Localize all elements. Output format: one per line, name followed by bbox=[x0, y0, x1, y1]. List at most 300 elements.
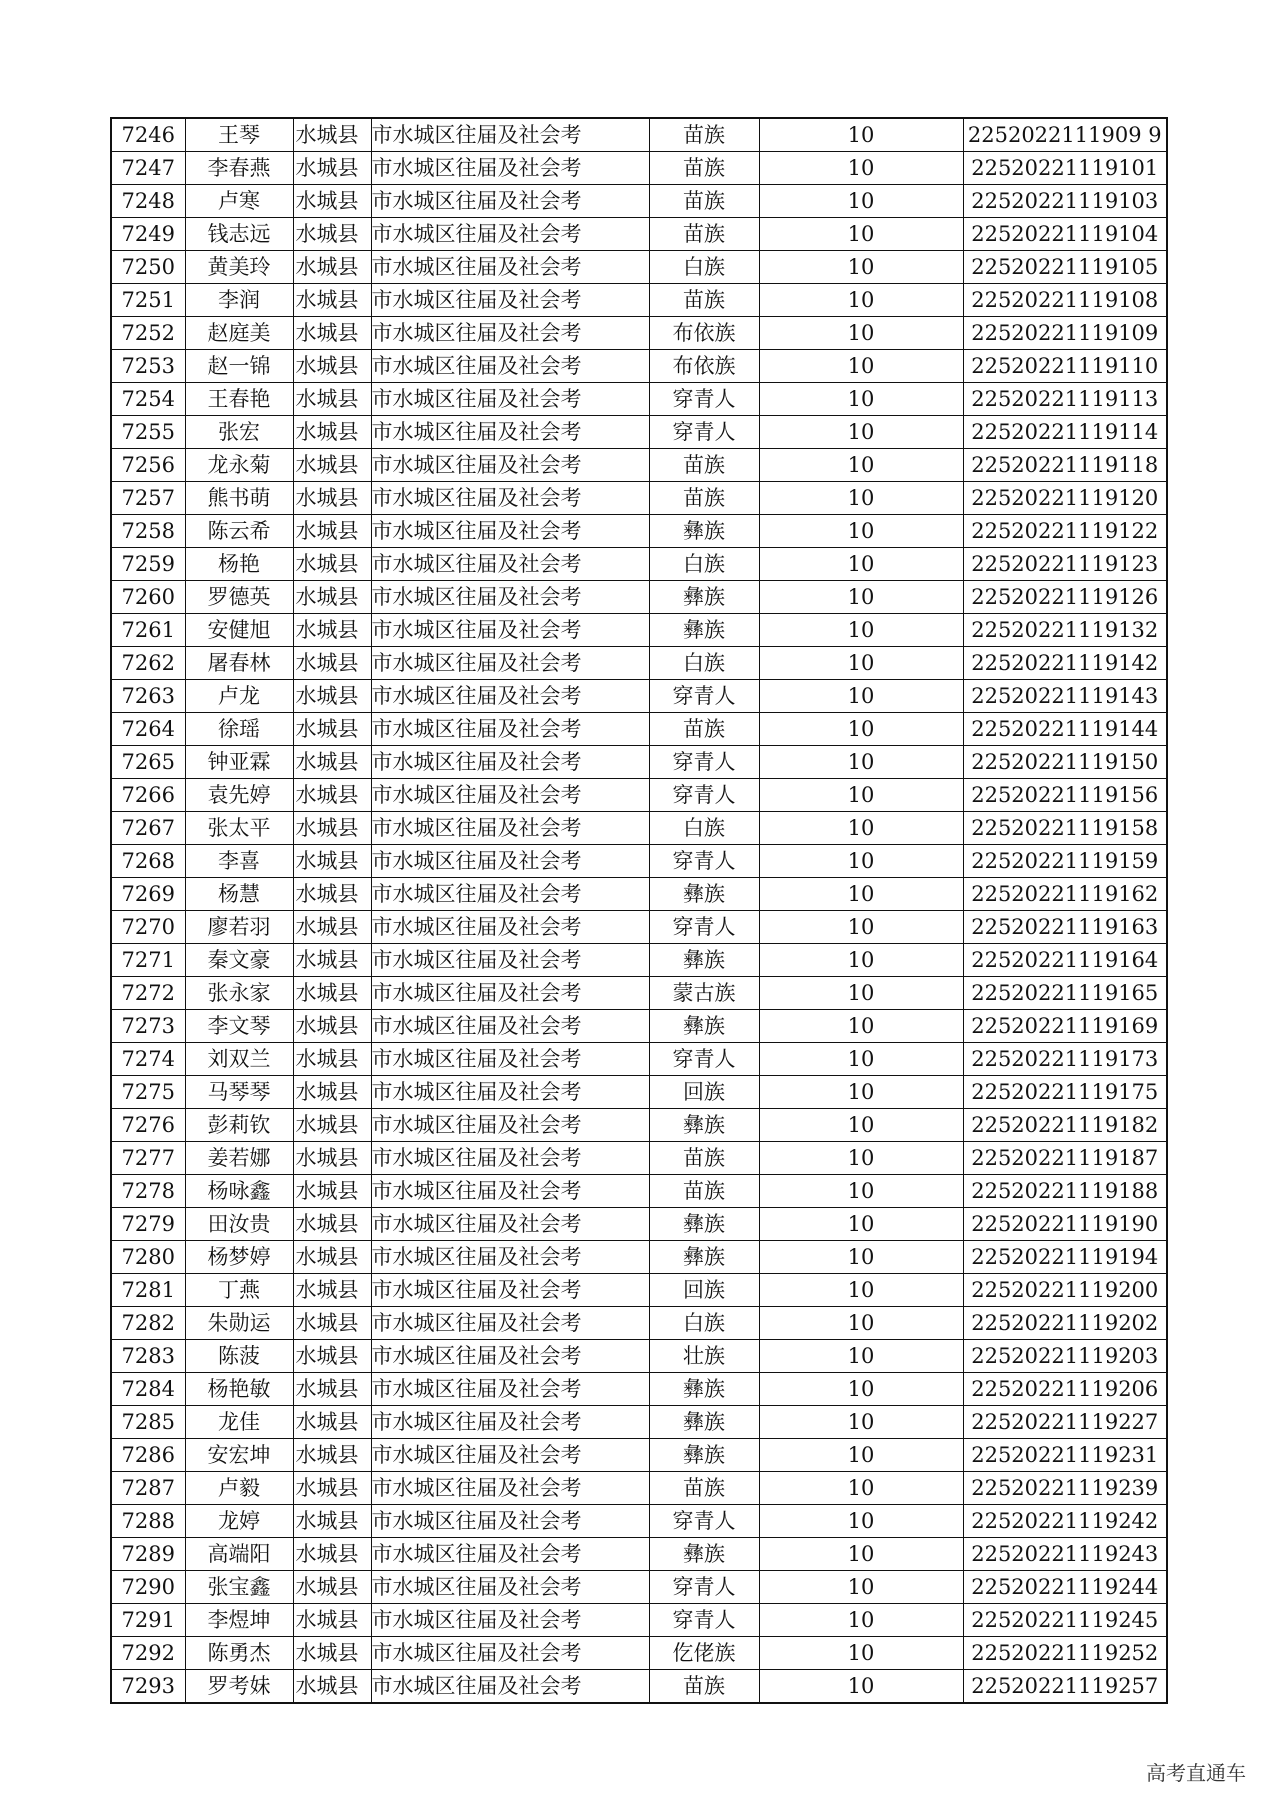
ethnicity-cell: 穿青人 bbox=[649, 383, 759, 416]
ethnicity-cell: 苗族 bbox=[649, 1175, 759, 1208]
row-number-cell: 7254 bbox=[111, 383, 185, 416]
ethnicity-cell: 彝族 bbox=[649, 1373, 759, 1406]
table-row bbox=[111, 1142, 1167, 1175]
county-cell: 水城县 bbox=[293, 1010, 371, 1043]
ethnicity-cell: 彝族 bbox=[649, 1538, 759, 1571]
table-row bbox=[111, 1472, 1167, 1505]
table-row bbox=[111, 548, 1167, 581]
name-cell: 袁先婷 bbox=[185, 779, 293, 812]
school-cell: 市水城区往届及社会考 bbox=[371, 977, 649, 1010]
school-cell: 市水城区往届及社会考 bbox=[371, 1439, 649, 1472]
county-cell: 水城县 bbox=[293, 1208, 371, 1241]
row-number-cell: 7268 bbox=[111, 845, 185, 878]
county-cell: 水城县 bbox=[293, 779, 371, 812]
bonus-points-cell: 10 bbox=[759, 1208, 963, 1241]
bonus-points-cell: 10 bbox=[759, 1406, 963, 1439]
row-number-cell: 7287 bbox=[111, 1472, 185, 1505]
exam-id-cell: 22520221119163 bbox=[963, 911, 1167, 944]
row-number-cell: 7263 bbox=[111, 680, 185, 713]
name-cell: 李春燕 bbox=[185, 152, 293, 185]
bonus-points-cell: 10 bbox=[759, 251, 963, 284]
ethnicity-cell: 布依族 bbox=[649, 350, 759, 383]
row-number-cell: 7293 bbox=[111, 1670, 185, 1704]
ethnicity-cell: 穿青人 bbox=[649, 1571, 759, 1604]
row-number-cell: 7278 bbox=[111, 1175, 185, 1208]
bonus-points-cell: 10 bbox=[759, 581, 963, 614]
row-number-cell: 7280 bbox=[111, 1241, 185, 1274]
row-number-cell: 7255 bbox=[111, 416, 185, 449]
school-cell: 市水城区往届及社会考 bbox=[371, 1538, 649, 1571]
exam-id-cell: 22520221119244 bbox=[963, 1571, 1167, 1604]
row-number-cell: 7266 bbox=[111, 779, 185, 812]
school-cell: 市水城区往届及社会考 bbox=[371, 1505, 649, 1538]
row-number-cell: 7250 bbox=[111, 251, 185, 284]
ethnicity-cell: 苗族 bbox=[649, 218, 759, 251]
row-number-cell: 7285 bbox=[111, 1406, 185, 1439]
county-cell: 水城县 bbox=[293, 118, 371, 152]
table-row bbox=[111, 845, 1167, 878]
ethnicity-cell: 白族 bbox=[649, 548, 759, 581]
row-number-cell: 7283 bbox=[111, 1340, 185, 1373]
county-cell: 水城县 bbox=[293, 1340, 371, 1373]
bonus-points-cell: 10 bbox=[759, 1472, 963, 1505]
exam-id-cell: 22520221119142 bbox=[963, 647, 1167, 680]
name-cell: 龙永菊 bbox=[185, 449, 293, 482]
exam-id-cell: 22520221119188 bbox=[963, 1175, 1167, 1208]
row-number-cell: 7256 bbox=[111, 449, 185, 482]
exam-id-cell: 22520221119202 bbox=[963, 1307, 1167, 1340]
county-cell: 水城县 bbox=[293, 581, 371, 614]
exam-id-cell: 22520221119150 bbox=[963, 746, 1167, 779]
school-cell: 市水城区往届及社会考 bbox=[371, 1175, 649, 1208]
school-cell: 市水城区往届及社会考 bbox=[371, 1637, 649, 1670]
table-row bbox=[111, 152, 1167, 185]
row-number-cell: 7251 bbox=[111, 284, 185, 317]
exam-id-cell: 22520221119242 bbox=[963, 1505, 1167, 1538]
school-cell: 市水城区往届及社会考 bbox=[371, 317, 649, 350]
table-row bbox=[111, 1307, 1167, 1340]
row-number-cell: 7261 bbox=[111, 614, 185, 647]
bonus-points-cell: 10 bbox=[759, 416, 963, 449]
school-cell: 市水城区往届及社会考 bbox=[371, 1076, 649, 1109]
table-row bbox=[111, 284, 1167, 317]
table-row bbox=[111, 746, 1167, 779]
school-cell: 市水城区往届及社会考 bbox=[371, 118, 649, 152]
ethnicity-cell: 彝族 bbox=[649, 1109, 759, 1142]
ethnicity-cell: 布依族 bbox=[649, 317, 759, 350]
ethnicity-cell: 白族 bbox=[649, 251, 759, 284]
table-row bbox=[111, 812, 1167, 845]
bonus-points-cell: 10 bbox=[759, 1505, 963, 1538]
row-number-cell: 7264 bbox=[111, 713, 185, 746]
bonus-points-cell: 10 bbox=[759, 1076, 963, 1109]
school-cell: 市水城区往届及社会考 bbox=[371, 152, 649, 185]
table-row bbox=[111, 317, 1167, 350]
name-cell: 卢龙 bbox=[185, 680, 293, 713]
county-cell: 水城县 bbox=[293, 812, 371, 845]
bonus-points-cell: 10 bbox=[759, 680, 963, 713]
table-row bbox=[111, 218, 1167, 251]
name-cell: 张太平 bbox=[185, 812, 293, 845]
name-cell: 赵庭美 bbox=[185, 317, 293, 350]
name-cell: 杨咏鑫 bbox=[185, 1175, 293, 1208]
ethnicity-cell: 穿青人 bbox=[649, 416, 759, 449]
school-cell: 市水城区往届及社会考 bbox=[371, 251, 649, 284]
row-number-cell: 7279 bbox=[111, 1208, 185, 1241]
ethnicity-cell: 彝族 bbox=[649, 944, 759, 977]
school-cell: 市水城区往届及社会考 bbox=[371, 1472, 649, 1505]
county-cell: 水城县 bbox=[293, 911, 371, 944]
ethnicity-cell: 白族 bbox=[649, 1307, 759, 1340]
exam-id-cell: 22520221119252 bbox=[963, 1637, 1167, 1670]
ethnicity-cell: 回族 bbox=[649, 1274, 759, 1307]
name-cell: 王琴 bbox=[185, 118, 293, 152]
ethnicity-cell: 穿青人 bbox=[649, 1043, 759, 1076]
county-cell: 水城县 bbox=[293, 1472, 371, 1505]
school-cell: 市水城区往届及社会考 bbox=[371, 1241, 649, 1274]
exam-id-cell: 22520221119126 bbox=[963, 581, 1167, 614]
county-cell: 水城县 bbox=[293, 1406, 371, 1439]
table-row bbox=[111, 680, 1167, 713]
county-cell: 水城县 bbox=[293, 878, 371, 911]
exam-id-cell: 22520221119156 bbox=[963, 779, 1167, 812]
exam-id-cell: 22520221119144 bbox=[963, 713, 1167, 746]
bonus-points-cell: 10 bbox=[759, 746, 963, 779]
row-number-cell: 7289 bbox=[111, 1538, 185, 1571]
row-number-cell: 7272 bbox=[111, 977, 185, 1010]
county-cell: 水城县 bbox=[293, 185, 371, 218]
school-cell: 市水城区往届及社会考 bbox=[371, 845, 649, 878]
ethnicity-cell: 苗族 bbox=[649, 713, 759, 746]
exam-id-cell: 22520221119245 bbox=[963, 1604, 1167, 1637]
table-row bbox=[111, 1175, 1167, 1208]
bonus-points-cell: 10 bbox=[759, 878, 963, 911]
county-cell: 水城县 bbox=[293, 1571, 371, 1604]
bonus-points-cell: 10 bbox=[759, 548, 963, 581]
row-number-cell: 7246 bbox=[111, 118, 185, 152]
county-cell: 水城县 bbox=[293, 1604, 371, 1637]
row-number-cell: 7286 bbox=[111, 1439, 185, 1472]
table-row bbox=[111, 1010, 1167, 1043]
county-cell: 水城县 bbox=[293, 548, 371, 581]
school-cell: 市水城区往届及社会考 bbox=[371, 482, 649, 515]
school-cell: 市水城区往届及社会考 bbox=[371, 944, 649, 977]
ethnicity-cell: 苗族 bbox=[649, 185, 759, 218]
name-cell: 卢寒 bbox=[185, 185, 293, 218]
ethnicity-cell: 苗族 bbox=[649, 284, 759, 317]
school-cell: 市水城区往届及社会考 bbox=[371, 548, 649, 581]
school-cell: 市水城区往届及社会考 bbox=[371, 1406, 649, 1439]
row-number-cell: 7252 bbox=[111, 317, 185, 350]
name-cell: 陈勇杰 bbox=[185, 1637, 293, 1670]
county-cell: 水城县 bbox=[293, 383, 371, 416]
exam-id-cell: 22520221119114 bbox=[963, 416, 1167, 449]
table-row bbox=[111, 878, 1167, 911]
table-row bbox=[111, 1043, 1167, 1076]
row-number-cell: 7267 bbox=[111, 812, 185, 845]
bonus-points-cell: 10 bbox=[759, 383, 963, 416]
exam-id-cell: 22520221119104 bbox=[963, 218, 1167, 251]
exam-id-cell: 22520221119190 bbox=[963, 1208, 1167, 1241]
exam-id-cell: 22520221119110 bbox=[963, 350, 1167, 383]
row-number-cell: 7284 bbox=[111, 1373, 185, 1406]
row-number-cell: 7291 bbox=[111, 1604, 185, 1637]
row-number-cell: 7269 bbox=[111, 878, 185, 911]
name-cell: 高端阳 bbox=[185, 1538, 293, 1571]
county-cell: 水城县 bbox=[293, 416, 371, 449]
bonus-points-cell: 10 bbox=[759, 118, 963, 152]
table-row bbox=[111, 1406, 1167, 1439]
name-cell: 王春艳 bbox=[185, 383, 293, 416]
ethnicity-cell: 穿青人 bbox=[649, 1505, 759, 1538]
ethnicity-cell: 苗族 bbox=[649, 482, 759, 515]
bonus-points-cell: 10 bbox=[759, 911, 963, 944]
bonus-points-cell: 10 bbox=[759, 482, 963, 515]
row-number-cell: 7253 bbox=[111, 350, 185, 383]
table-row bbox=[111, 1373, 1167, 1406]
ethnicity-cell: 彝族 bbox=[649, 614, 759, 647]
ethnicity-cell: 壮族 bbox=[649, 1340, 759, 1373]
row-number-cell: 7282 bbox=[111, 1307, 185, 1340]
name-cell: 李文琴 bbox=[185, 1010, 293, 1043]
row-number-cell: 7290 bbox=[111, 1571, 185, 1604]
candidate-table bbox=[110, 117, 1168, 1704]
name-cell: 张宝鑫 bbox=[185, 1571, 293, 1604]
name-cell: 龙佳 bbox=[185, 1406, 293, 1439]
county-cell: 水城县 bbox=[293, 977, 371, 1010]
exam-id-cell: 22520221119159 bbox=[963, 845, 1167, 878]
county-cell: 水城县 bbox=[293, 152, 371, 185]
school-cell: 市水城区往届及社会考 bbox=[371, 1604, 649, 1637]
county-cell: 水城县 bbox=[293, 713, 371, 746]
table-row bbox=[111, 1604, 1167, 1637]
exam-id-cell: 22520221119105 bbox=[963, 251, 1167, 284]
name-cell: 张永家 bbox=[185, 977, 293, 1010]
exam-id-cell: 22520221119118 bbox=[963, 449, 1167, 482]
exam-id-cell: 22520221119108 bbox=[963, 284, 1167, 317]
bonus-points-cell: 10 bbox=[759, 779, 963, 812]
table-row bbox=[111, 1208, 1167, 1241]
exam-id-cell: 22520221119173 bbox=[963, 1043, 1167, 1076]
name-cell: 彭莉钦 bbox=[185, 1109, 293, 1142]
school-cell: 市水城区往届及社会考 bbox=[371, 1208, 649, 1241]
exam-id-cell: 22520221119143 bbox=[963, 680, 1167, 713]
table-row bbox=[111, 614, 1167, 647]
table-row bbox=[111, 1538, 1167, 1571]
ethnicity-cell: 穿青人 bbox=[649, 779, 759, 812]
school-cell: 市水城区往届及社会考 bbox=[371, 383, 649, 416]
table-row bbox=[111, 977, 1167, 1010]
exam-id-cell: 22520221119257 bbox=[963, 1670, 1167, 1704]
table-row bbox=[111, 1109, 1167, 1142]
county-cell: 水城县 bbox=[293, 746, 371, 779]
bonus-points-cell: 10 bbox=[759, 185, 963, 218]
ethnicity-cell: 苗族 bbox=[649, 1472, 759, 1505]
ethnicity-cell: 穿青人 bbox=[649, 911, 759, 944]
exam-id-cell: 22520221119109 bbox=[963, 317, 1167, 350]
school-cell: 市水城区往届及社会考 bbox=[371, 1043, 649, 1076]
name-cell: 赵一锦 bbox=[185, 350, 293, 383]
ethnicity-cell: 苗族 bbox=[649, 449, 759, 482]
table-row bbox=[111, 1670, 1167, 1704]
name-cell: 朱勋运 bbox=[185, 1307, 293, 1340]
bonus-points-cell: 10 bbox=[759, 1670, 963, 1704]
row-number-cell: 7281 bbox=[111, 1274, 185, 1307]
school-cell: 市水城区往届及社会考 bbox=[371, 515, 649, 548]
watermark: 高考直通车 bbox=[1146, 1761, 1246, 1785]
county-cell: 水城县 bbox=[293, 350, 371, 383]
table-row bbox=[111, 647, 1167, 680]
ethnicity-cell: 苗族 bbox=[649, 1670, 759, 1704]
bonus-points-cell: 10 bbox=[759, 845, 963, 878]
school-cell: 市水城区往届及社会考 bbox=[371, 416, 649, 449]
county-cell: 水城县 bbox=[293, 1307, 371, 1340]
bonus-points-cell: 10 bbox=[759, 1241, 963, 1274]
row-number-cell: 7260 bbox=[111, 581, 185, 614]
school-cell: 市水城区往届及社会考 bbox=[371, 911, 649, 944]
school-cell: 市水城区往届及社会考 bbox=[371, 680, 649, 713]
row-number-cell: 7275 bbox=[111, 1076, 185, 1109]
bonus-points-cell: 10 bbox=[759, 1439, 963, 1472]
ethnicity-cell: 彝族 bbox=[649, 1208, 759, 1241]
county-cell: 水城县 bbox=[293, 1043, 371, 1076]
county-cell: 水城县 bbox=[293, 1637, 371, 1670]
school-cell: 市水城区往届及社会考 bbox=[371, 1109, 649, 1142]
name-cell: 钱志远 bbox=[185, 218, 293, 251]
table-row bbox=[111, 1076, 1167, 1109]
row-number-cell: 7249 bbox=[111, 218, 185, 251]
county-cell: 水城县 bbox=[293, 1241, 371, 1274]
exam-id-cell: 22520221119113 bbox=[963, 383, 1167, 416]
name-cell: 安健旭 bbox=[185, 614, 293, 647]
county-cell: 水城县 bbox=[293, 1439, 371, 1472]
ethnicity-cell: 彝族 bbox=[649, 1241, 759, 1274]
ethnicity-cell: 穿青人 bbox=[649, 1604, 759, 1637]
name-cell: 杨艳 bbox=[185, 548, 293, 581]
exam-id-cell: 22520221119101 bbox=[963, 152, 1167, 185]
row-number-cell: 7247 bbox=[111, 152, 185, 185]
exam-id-cell: 22520221119239 bbox=[963, 1472, 1167, 1505]
row-number-cell: 7273 bbox=[111, 1010, 185, 1043]
table-row bbox=[111, 185, 1167, 218]
name-cell: 李煜坤 bbox=[185, 1604, 293, 1637]
ethnicity-cell: 苗族 bbox=[649, 118, 759, 152]
county-cell: 水城县 bbox=[293, 515, 371, 548]
school-cell: 市水城区往届及社会考 bbox=[371, 779, 649, 812]
row-number-cell: 7262 bbox=[111, 647, 185, 680]
exam-id-cell: 22520221119158 bbox=[963, 812, 1167, 845]
county-cell: 水城县 bbox=[293, 1175, 371, 1208]
table-row bbox=[111, 713, 1167, 746]
county-cell: 水城县 bbox=[293, 1142, 371, 1175]
county-cell: 水城县 bbox=[293, 482, 371, 515]
name-cell: 黄美玲 bbox=[185, 251, 293, 284]
bonus-points-cell: 10 bbox=[759, 1538, 963, 1571]
county-cell: 水城县 bbox=[293, 449, 371, 482]
exam-id-cell: 22520221119227 bbox=[963, 1406, 1167, 1439]
exam-id-cell: 22520221119187 bbox=[963, 1142, 1167, 1175]
school-cell: 市水城区往届及社会考 bbox=[371, 1307, 649, 1340]
name-cell: 徐瑶 bbox=[185, 713, 293, 746]
school-cell: 市水城区往届及社会考 bbox=[371, 878, 649, 911]
county-cell: 水城县 bbox=[293, 845, 371, 878]
bonus-points-cell: 10 bbox=[759, 1175, 963, 1208]
school-cell: 市水城区往届及社会考 bbox=[371, 1670, 649, 1704]
exam-id-cell: 22520221119182 bbox=[963, 1109, 1167, 1142]
name-cell: 张宏 bbox=[185, 416, 293, 449]
bonus-points-cell: 10 bbox=[759, 713, 963, 746]
name-cell: 杨艳敏 bbox=[185, 1373, 293, 1406]
bonus-points-cell: 10 bbox=[759, 647, 963, 680]
name-cell: 龙婷 bbox=[185, 1505, 293, 1538]
name-cell: 卢毅 bbox=[185, 1472, 293, 1505]
name-cell: 杨梦婷 bbox=[185, 1241, 293, 1274]
table-row bbox=[111, 251, 1167, 284]
bonus-points-cell: 10 bbox=[759, 1637, 963, 1670]
county-cell: 水城县 bbox=[293, 680, 371, 713]
bonus-points-cell: 10 bbox=[759, 350, 963, 383]
school-cell: 市水城区往届及社会考 bbox=[371, 614, 649, 647]
school-cell: 市水城区往届及社会考 bbox=[371, 1340, 649, 1373]
row-number-cell: 7292 bbox=[111, 1637, 185, 1670]
school-cell: 市水城区往届及社会考 bbox=[371, 812, 649, 845]
exam-id-cell: 22520221119203 bbox=[963, 1340, 1167, 1373]
exam-id-cell: 22520221119162 bbox=[963, 878, 1167, 911]
county-cell: 水城县 bbox=[293, 317, 371, 350]
table-row bbox=[111, 383, 1167, 416]
bonus-points-cell: 10 bbox=[759, 944, 963, 977]
table-row bbox=[111, 944, 1167, 977]
table-row bbox=[111, 1340, 1167, 1373]
table-row bbox=[111, 1637, 1167, 1670]
exam-id-cell: 22520221119175 bbox=[963, 1076, 1167, 1109]
county-cell: 水城县 bbox=[293, 614, 371, 647]
bonus-points-cell: 10 bbox=[759, 1373, 963, 1406]
ethnicity-cell: 蒙古族 bbox=[649, 977, 759, 1010]
ethnicity-cell: 回族 bbox=[649, 1076, 759, 1109]
exam-id-cell: 22520221119165 bbox=[963, 977, 1167, 1010]
bonus-points-cell: 10 bbox=[759, 515, 963, 548]
row-number-cell: 7265 bbox=[111, 746, 185, 779]
ethnicity-cell: 苗族 bbox=[649, 1142, 759, 1175]
ethnicity-cell: 彝族 bbox=[649, 1010, 759, 1043]
row-number-cell: 7257 bbox=[111, 482, 185, 515]
school-cell: 市水城区往届及社会考 bbox=[371, 746, 649, 779]
row-number-cell: 7288 bbox=[111, 1505, 185, 1538]
name-cell: 安宏坤 bbox=[185, 1439, 293, 1472]
name-cell: 田汝贵 bbox=[185, 1208, 293, 1241]
school-cell: 市水城区往届及社会考 bbox=[371, 1274, 649, 1307]
school-cell: 市水城区往届及社会考 bbox=[371, 1571, 649, 1604]
table-row bbox=[111, 911, 1167, 944]
name-cell: 丁燕 bbox=[185, 1274, 293, 1307]
row-number-cell: 7248 bbox=[111, 185, 185, 218]
bonus-points-cell: 10 bbox=[759, 977, 963, 1010]
bonus-points-cell: 10 bbox=[759, 284, 963, 317]
exam-id-cell: 22520221119132 bbox=[963, 614, 1167, 647]
county-cell: 水城县 bbox=[293, 1670, 371, 1704]
bonus-points-cell: 10 bbox=[759, 449, 963, 482]
bonus-points-cell: 10 bbox=[759, 1043, 963, 1076]
table-row bbox=[111, 581, 1167, 614]
name-cell: 熊书萌 bbox=[185, 482, 293, 515]
table-row bbox=[111, 416, 1167, 449]
row-number-cell: 7259 bbox=[111, 548, 185, 581]
bonus-points-cell: 10 bbox=[759, 1604, 963, 1637]
ethnicity-cell: 白族 bbox=[649, 647, 759, 680]
exam-id-cell: 22520221119200 bbox=[963, 1274, 1167, 1307]
name-cell: 陈云希 bbox=[185, 515, 293, 548]
